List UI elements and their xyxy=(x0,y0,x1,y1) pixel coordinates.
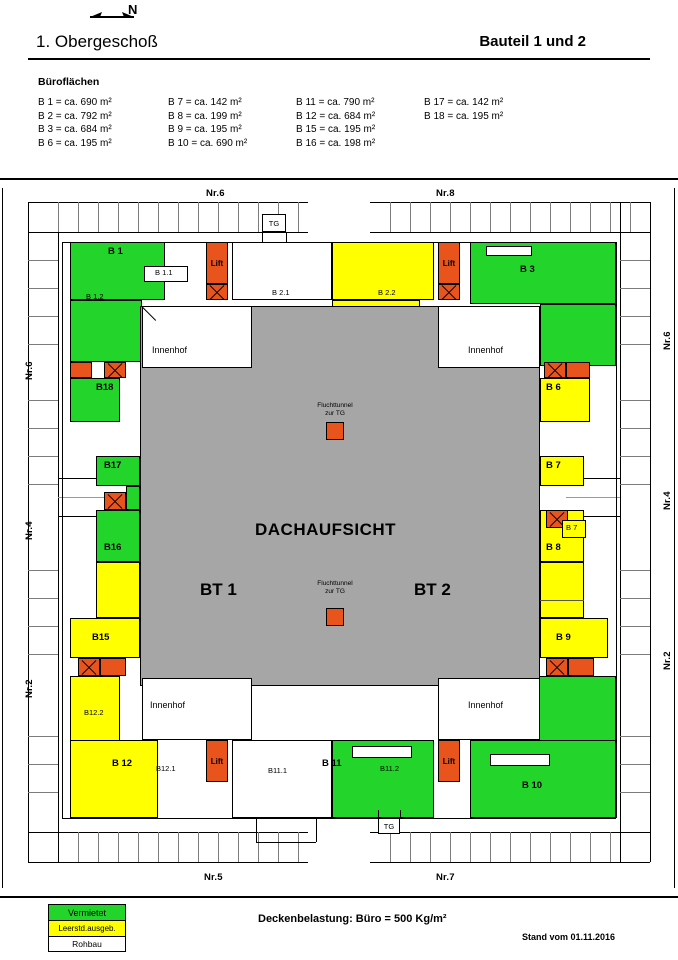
unit-label-b15: B15 xyxy=(92,632,110,643)
unit-label-b7-sub: B 7 xyxy=(566,523,578,532)
legend-cell xyxy=(424,137,544,151)
shaft-left-bottom xyxy=(100,658,126,676)
unit-label-b18: B18 xyxy=(96,382,114,393)
unit-label-b6: B 6 xyxy=(546,382,561,393)
legend-cell: B 9 = ca. 195 m² xyxy=(168,124,242,135)
plan-bottom-divider xyxy=(0,896,678,898)
lift-bottom-right[interactable]: Lift xyxy=(438,740,460,782)
parking-line xyxy=(650,202,651,862)
courtyard-top-left xyxy=(142,306,252,368)
unit-b16[interactable] xyxy=(96,510,140,562)
b3-core xyxy=(486,246,532,256)
unit-b12[interactable] xyxy=(70,740,158,818)
status-legend xyxy=(48,904,126,952)
legend-cell: B 1 = ca. 690 m² xyxy=(38,97,112,108)
legend-cell: B 15 = ca. 195 m² xyxy=(296,124,376,135)
parking-line xyxy=(28,862,308,863)
street-label-bottom-left: Nr.5 xyxy=(204,872,223,883)
date-note: Stand vom 01.11.2016 xyxy=(522,932,616,942)
legend-cell: B 2 = ca. 792 m² xyxy=(38,110,112,122)
site-border-right xyxy=(674,188,675,888)
unit-label-b11-2: B11.2 xyxy=(380,764,400,773)
stairs-left-bottom[interactable] xyxy=(78,658,100,676)
lift-top-left[interactable]: Lift xyxy=(206,242,228,284)
stairs-right-bottom[interactable] xyxy=(546,658,568,676)
courtyard-label-bottom-left: Innenhof xyxy=(150,700,186,710)
legend-cell: B 12 = ca. 684 m² xyxy=(296,110,376,122)
legend-heading: Büroflächen xyxy=(38,76,100,88)
unit-b10-ext[interactable] xyxy=(470,740,616,818)
status-legend-shell: Rohbau xyxy=(49,937,125,951)
unit-b1-2[interactable] xyxy=(70,300,142,362)
parking-line xyxy=(28,832,308,833)
street-label-right-2: Nr.4 xyxy=(662,491,673,510)
area-legend xyxy=(38,96,544,150)
unit-label-b2-1: B 2.1 xyxy=(272,288,290,297)
parking-line xyxy=(58,202,59,862)
street-label-top-left: Nr.6 xyxy=(206,188,225,199)
parking-line xyxy=(28,202,308,203)
status-legend-rented: Vermietet xyxy=(49,905,125,921)
legend-cell xyxy=(424,123,544,137)
unit-label-b11-1: B11.1 xyxy=(268,766,288,775)
unit-label-b2-2: B 2.2 xyxy=(378,288,396,297)
stairs-left-top[interactable] xyxy=(104,362,126,378)
street-label-left-2: Nr.4 xyxy=(24,521,35,540)
shaft-left-top xyxy=(70,362,92,378)
unit-label-b11: B 11 xyxy=(322,758,342,769)
courtyard-label-top-right: Innenhof xyxy=(468,345,504,355)
unit-label-b1-2: B 1.2 xyxy=(86,292,104,301)
legend-cell: B 16 = ca. 198 m² xyxy=(296,137,376,149)
unit-label-b8: B 8 xyxy=(546,542,561,553)
legend-cell: B 7 = ca. 142 m² xyxy=(168,97,242,108)
bt1-label: BT 1 xyxy=(200,580,237,599)
bt2-label: BT 2 xyxy=(414,580,451,599)
unit-label-b16: B16 xyxy=(104,542,122,553)
lift-top-right[interactable]: Lift xyxy=(438,242,460,284)
unit-label-b17: B17 xyxy=(104,460,122,471)
unit-label-b10-dup: B 10 xyxy=(522,780,543,791)
unit-b11-1[interactable] xyxy=(232,740,332,818)
unit-label-b12-1: B12.1 xyxy=(156,764,176,773)
b10-core-2 xyxy=(490,754,550,766)
escape-tunnel-bottom-label: Fluchttunnel zur TG xyxy=(317,580,353,595)
legend-row xyxy=(38,96,544,110)
legend-row xyxy=(38,123,544,137)
tg-entrance-bottom[interactable]: TG xyxy=(378,818,400,834)
parking-line xyxy=(620,202,621,862)
escape-tunnel-bottom-icon xyxy=(326,608,344,626)
parking-line xyxy=(370,232,650,233)
legend-cell: B 11 = ca. 790 m² xyxy=(296,97,375,108)
legend-cell: B 8 = ca. 199 m² xyxy=(168,110,242,122)
legend-row xyxy=(38,137,544,151)
courtyard-label-bottom-right: Innenhof xyxy=(468,700,504,710)
core-left-mid xyxy=(126,486,140,510)
status-legend-vacant: Leerstd.ausgeb. xyxy=(49,921,125,937)
site-border-left xyxy=(2,188,3,888)
courtyard-top-right xyxy=(438,306,540,368)
unit-label-b9: B 9 xyxy=(556,632,571,643)
floorplan-drawing xyxy=(0,180,678,896)
street-label-left-1: Nr.6 xyxy=(24,361,35,380)
north-label: N xyxy=(128,2,138,17)
building-section-title: Bauteil 1 und 2 xyxy=(479,33,586,50)
unit-label-b1: B 1 xyxy=(108,246,123,257)
unit-b15-ext[interactable] xyxy=(96,562,140,618)
header-divider xyxy=(28,58,650,60)
legend-cell: B 3 = ca. 684 m² xyxy=(38,124,112,135)
unit-label-b3: B 3 xyxy=(520,264,535,275)
unit-b9[interactable] xyxy=(540,618,608,658)
legend-cell: B 10 = ca. 690 m² xyxy=(168,137,248,149)
legend-cell: B 18 = ca. 195 m² xyxy=(424,110,504,122)
stairs-top-right[interactable] xyxy=(438,284,460,300)
legend-row xyxy=(38,110,544,124)
shaft-right-bottom xyxy=(568,658,594,676)
stairs-right-top[interactable] xyxy=(544,362,566,378)
stairs-top-left[interactable] xyxy=(206,284,228,300)
unit-label-b7: B 7 xyxy=(546,460,561,471)
unit-label-b12: B 12 xyxy=(112,758,133,769)
street-label-right-1: Nr.6 xyxy=(662,331,673,350)
unit-b3-ext[interactable] xyxy=(540,304,616,366)
street-label-right-3: Nr.2 xyxy=(662,651,673,670)
escape-tunnel-top-label: Fluchttunnel zur TG xyxy=(317,402,353,417)
legend-cell: B 6 = ca. 195 m² xyxy=(38,137,112,149)
load-note: Deckenbelastung: Büro = 500 Kg/m² xyxy=(258,913,447,925)
shaft-right-top xyxy=(566,362,590,378)
lift-bottom-left[interactable]: Lift xyxy=(206,740,228,782)
street-label-top-right: Nr.8 xyxy=(436,188,455,199)
stairs-left-mid[interactable] xyxy=(104,492,126,510)
page-title: 1. Obergeschoß xyxy=(36,32,158,51)
unit-label-b1-1: B 1.1 xyxy=(155,268,173,277)
roof-label: DACHAUFSICHT xyxy=(255,520,397,539)
courtyard-label-top-left: Innenhof xyxy=(152,345,188,355)
tg-entrance-top[interactable]: TG xyxy=(262,214,286,232)
b11-core xyxy=(352,746,412,758)
unit-label-b12-2: B12.2 xyxy=(84,708,104,717)
street-label-left-3: Nr.2 xyxy=(24,679,35,698)
legend-cell: B 17 = ca. 142 m² xyxy=(424,97,504,108)
street-label-bottom-right: Nr.7 xyxy=(436,872,455,883)
parking-line xyxy=(370,862,650,863)
escape-tunnel-top-icon xyxy=(326,422,344,440)
unit-b9-ext[interactable] xyxy=(540,562,584,618)
